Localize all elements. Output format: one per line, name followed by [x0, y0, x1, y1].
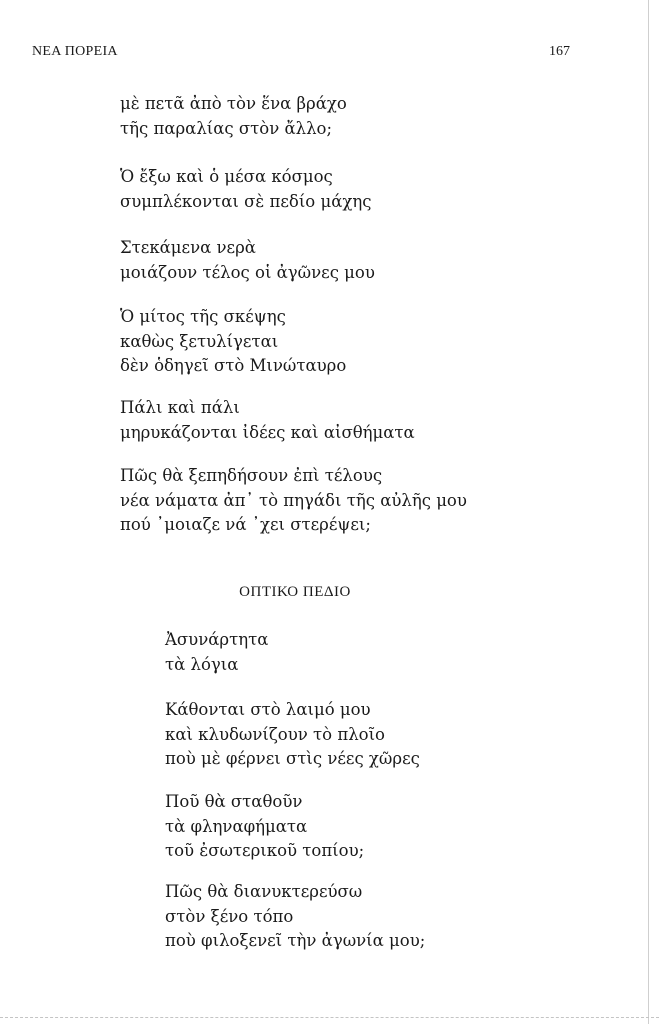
stanza	[165, 628, 268, 677]
verse-line: ποὺ μὲ φέρνει στὶς νέες χῶρες	[165, 749, 420, 768]
verse-line: Ἀσυνάρτητα	[165, 630, 269, 649]
stanza	[120, 464, 467, 538]
running-title: ΝΕΑ ΠΟΡΕΙΑ	[32, 44, 118, 59]
stanza	[120, 236, 375, 285]
stanza	[120, 305, 346, 379]
verse-line: Ὁ μίτος τῆς σκέψης	[120, 307, 286, 326]
verse-line: Πῶς θὰ ξεπηδήσουν ἐπὶ τέλους	[120, 466, 383, 485]
verse-line: τῆς παραλίας στὸν ἄλλο;	[120, 118, 333, 138]
stanza	[120, 92, 347, 141]
verse-line: τὰ λόγια	[165, 654, 239, 674]
verse-line: Στεκάμενα νερὰ	[120, 238, 256, 257]
poem-title: ΟΠΤΙΚΟ ΠΕΔΙΟ	[239, 584, 351, 600]
verse-line: καθὼς ξετυλίγεται	[120, 331, 279, 351]
page-number: 167	[549, 44, 570, 59]
page-bottom-edge	[0, 1017, 659, 1018]
page-edge	[648, 0, 649, 1024]
verse-line: τὰ φληναφήματα	[165, 816, 308, 836]
verse-line: ποὺ φιλοξενεῖ τὴν ἀγωνία μου;	[165, 931, 426, 950]
verse-line: στὸν ξένο τόπο	[165, 906, 294, 926]
stanza	[120, 165, 371, 214]
stanza	[165, 698, 420, 772]
stanza	[165, 790, 364, 864]
verse-line: Πῶς θὰ διανυκτερεύσω	[165, 882, 363, 901]
verse-line: δὲν ὁδηγεῖ στὸ Μινώταυρο	[120, 356, 347, 375]
verse-line: συμπλέκονται σὲ πεδίο μάχης	[120, 191, 372, 211]
stanza	[165, 880, 425, 954]
verse-line: Κάθονται στὸ λαιμό μου	[165, 700, 371, 719]
verse-line: μηρυκάζονται ἰδέες καὶ αἰσθήματα	[120, 422, 415, 442]
verse-line: Ποῦ θὰ σταθοῦν	[165, 792, 303, 811]
verse-line: μὲ πετᾶ ἀπὸ τὸν ἕνα βράχο	[120, 94, 347, 113]
verse-line: μοιάζουν τέλος οἱ ἀγῶνες μου	[120, 262, 375, 282]
verse-line: πού ᾽μοιαζε νά ᾽χει στερέψει;	[120, 515, 371, 534]
verse-line: νέα νάματα ἀπ᾽ τὸ πηγάδι τῆς αὐλῆς μου	[120, 490, 467, 510]
verse-line: τοῦ ἐσωτερικοῦ τοπίου;	[165, 841, 365, 860]
stanza	[120, 396, 415, 445]
verse-line: Ὁ ἔξω καὶ ὁ μέσα κόσμος	[120, 167, 333, 186]
verse-line: Πάλι καὶ πάλι	[120, 398, 240, 417]
verse-line: καὶ κλυδωνίζουν τὸ πλοῖο	[165, 724, 385, 744]
